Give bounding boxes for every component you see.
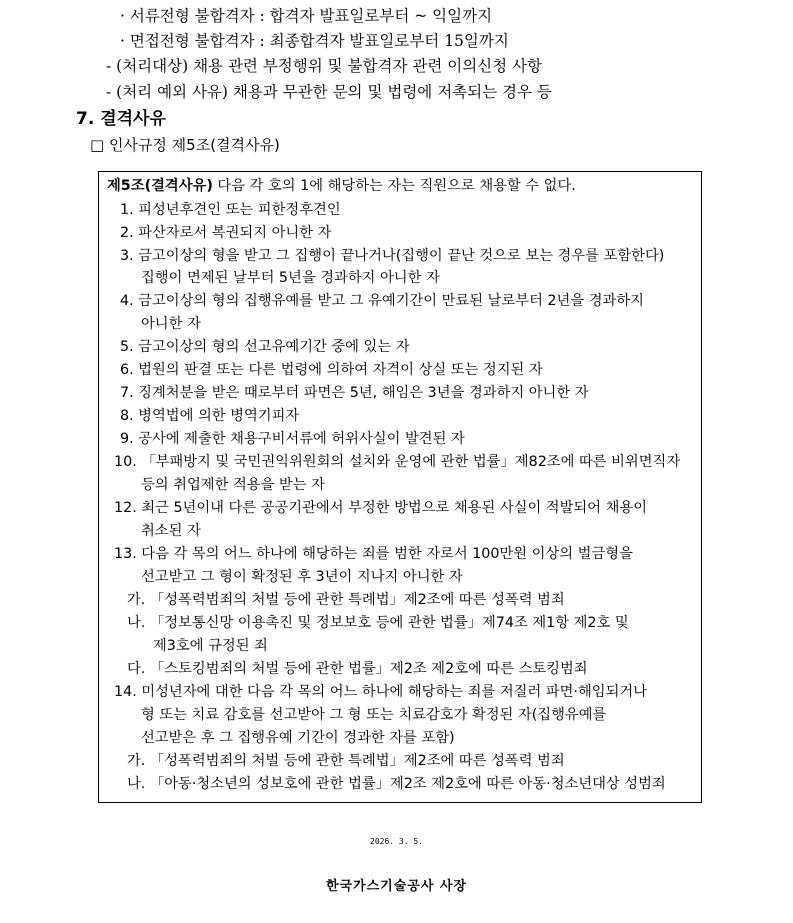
document-date: 2026. 3. 5. <box>370 837 423 846</box>
article-line: 6. 법원의 판결 또는 다른 법령에 의하여 자격이 상실 또는 정지된 자 <box>120 362 543 378</box>
article-line: 7. 징계처분을 받은 때로부터 파면은 5년, 해임은 3년을 경과하지 아니한 자 <box>120 385 589 401</box>
article-line: 8. 병역법에 의한 병역기피자 <box>120 408 300 424</box>
article-line: 가. 「성폭력범죄의 처벌 등에 관한 특례법」제2조에 따른 성폭력 범죄 <box>127 753 565 769</box>
article-line: 다. 「스토킹범죄의 처벌 등에 관한 법률」제2조 제2호에 따른 스토킹범죄 <box>127 661 588 677</box>
article-line: 등의 취업제한 적용을 받는 자 <box>141 477 325 493</box>
article-line: 2. 파산자로서 복권되지 아니한 자 <box>120 225 332 241</box>
section-heading: 7. 결격사유 <box>76 109 166 129</box>
article-line: 10. 「부패방지 및 국민권익위원회의 설치와 운영에 관한 법률」제82조에 따른 비위면직자 <box>114 454 681 470</box>
article-line: 선고받은 후 그 집행유예 기간이 경과한 자를 포함) <box>141 730 455 746</box>
section-subheading: □ 인사규정 제5조(결격사유) <box>90 136 280 154</box>
article-line: 취소된 자 <box>141 523 201 539</box>
article-line: 집행이 면제된 날부터 5년을 경과하지 아니한 자 <box>141 270 440 286</box>
article-intro: 다음 각 호의 1에 해당하는 자는 직원으로 채용할 수 없다. <box>212 178 576 194</box>
article-line: 형 또는 치료 감호를 선고받아 그 형 또는 치료감호가 확정된 자(집행유예를 <box>141 707 607 723</box>
signature: 한국가스기술공사 사장 <box>325 879 468 894</box>
top-line: · 서류전형 불합격자 : 합격자 발표일로부터 ~ 익일까지 <box>120 7 493 25</box>
article-line: 5. 금고이상의 형의 선고유예기간 중에 있는 자 <box>120 339 410 355</box>
article-line: 아니한 자 <box>141 316 201 332</box>
article-line: 제3호에 규정된 죄 <box>153 638 268 654</box>
article-box <box>98 171 702 803</box>
article-line: 가. 「성폭력범죄의 처벌 등에 관한 특례법」제2조에 따른 성폭력 범죄 <box>127 592 565 608</box>
article-line: 나. 「아동·청소년의 성보호에 관한 법률」제2조 제2호에 따른 아동·청소년대상 성범죄 <box>127 776 666 792</box>
article-line: 선고받고 그 형이 확정된 후 3년이 지나지 아니한 자 <box>141 569 463 585</box>
article-line: 나. 「정보통신망 이용촉진 및 정보보호 등에 관한 법률」제74조 제1항 제2호 및 <box>127 615 629 631</box>
article-line: 4. 금고이상의 형의 집행유예를 받고 그 유예기간이 만료된 날로부터 2년을 경과하지 <box>120 293 644 309</box>
article-line: 3. 금고이상의 형을 받고 그 집행이 끝나거나(집행이 끝난 것으로 보는 경우를 포함한다) <box>120 248 665 264</box>
article-first-line <box>107 179 576 193</box>
top-line: - (처리대상) 채용 관련 부정행위 및 불합격자 관련 이의신청 사항 <box>106 57 543 75</box>
top-line: - (처리 예외 사유) 채용과 무관한 문의 및 법령에 저촉되는 경우 등 <box>106 83 552 101</box>
article-line: 9. 공사에 제출한 채용구비서류에 허위사실이 발견된 자 <box>120 431 465 447</box>
article-line: 14. 미성년자에 대한 다음 각 목의 어느 하나에 해당하는 죄를 저질러 파면·해임되거나 <box>114 684 648 700</box>
article-line: 1. 피성년후견인 또는 피한정후견인 <box>120 202 341 218</box>
top-line: · 면접전형 불합격자 : 최종합격자 발표일로부터 15일까지 <box>120 32 509 50</box>
article-line: 13. 다음 각 목의 어느 하나에 해당하는 죄를 범한 자로서 100만원 이상의 벌금형을 <box>114 546 633 562</box>
article-line: 12. 최근 5년이내 다른 공공기관에서 부정한 방법으로 채용된 사실이 적발되어 채용이 <box>114 500 648 516</box>
article-title: 제5조(결격사유) <box>107 178 213 194</box>
